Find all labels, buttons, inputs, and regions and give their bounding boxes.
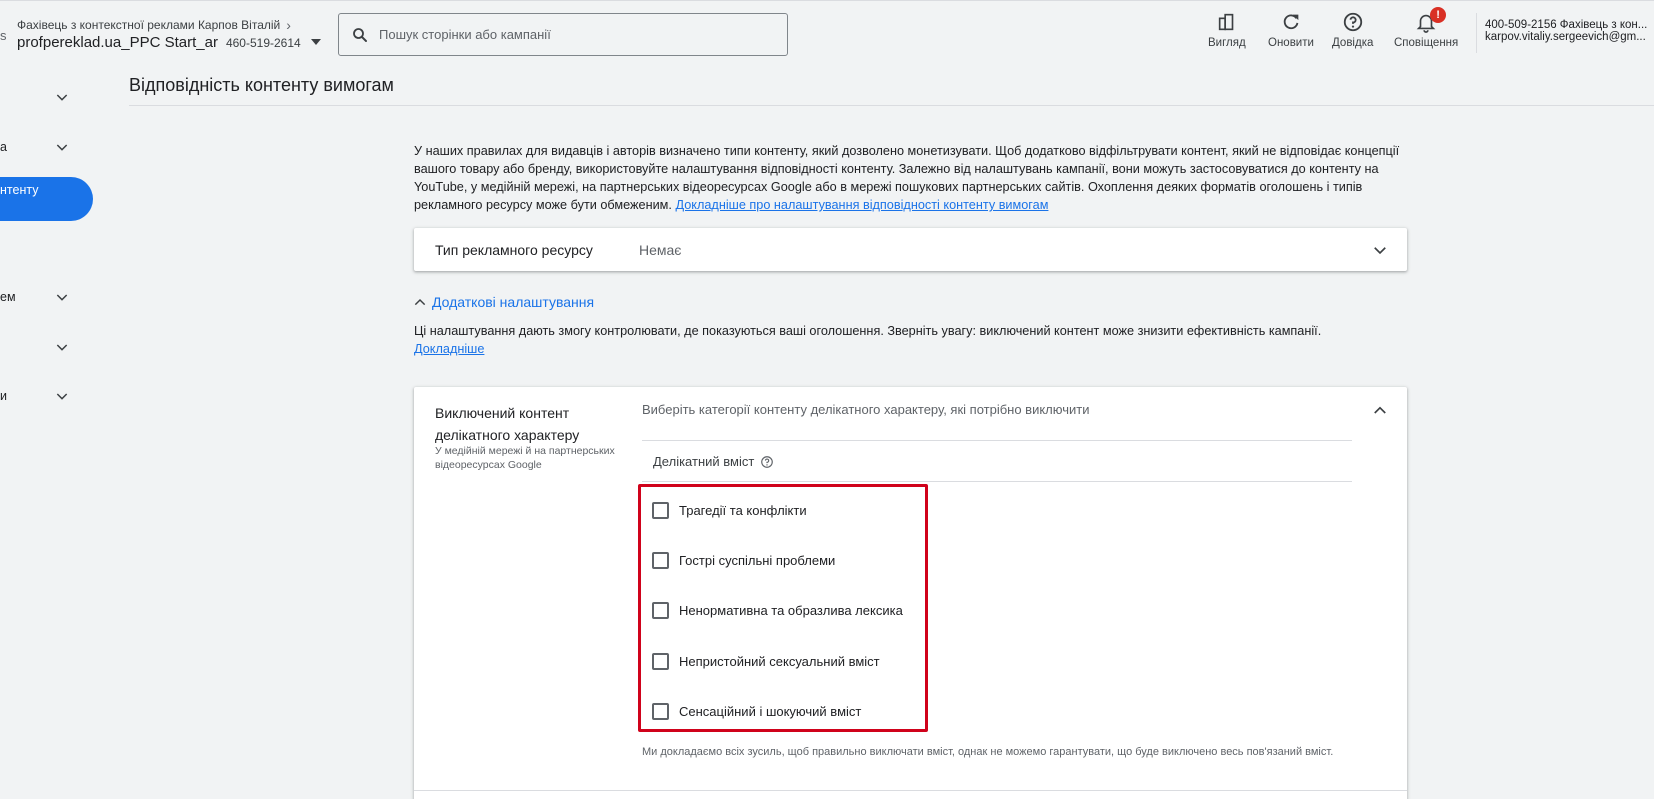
- help-icon[interactable]: [760, 455, 774, 469]
- search-input[interactable]: [379, 27, 759, 42]
- option-sensational[interactable]: [652, 703, 861, 720]
- excluded-content-title: Виключений контент делікатного характеру: [435, 405, 580, 443]
- divider: [642, 440, 1352, 441]
- sidebar-item-label: а: [0, 140, 7, 154]
- help-icon: [1342, 11, 1364, 33]
- refresh-button[interactable]: [1268, 11, 1314, 49]
- intro-text: У наших правилах для видавців і авторів визначено типи контенту, який дозволено монетизувати. Щоб додатково відфільтрувати контент, який не відповідає концепції вашого товару або бренду, використовуйте налаштування відповідності контенту. Залежно від налаштувань кампанії, вони можуть застосовуватися до контенту на YouTube, у медійній мережі, на партнерських відеоресурсах Google або в мережі пошукових партнерських сайтів. Охоплення деяких форматів оголошень і типів рекламного ресурсу може бути обмеженим.: [414, 144, 1400, 212]
- excluded-content-prompt: Виберіть категорії контенту делікатного характеру, які потрібно виключити: [642, 402, 1090, 417]
- option-sexual-content[interactable]: [652, 653, 880, 670]
- user-email: karpov.vitaliy.sergeevich@gm...: [1485, 31, 1646, 43]
- sidebar: [0, 66, 100, 799]
- option-label: Ненормативна та образлива лексика: [679, 603, 903, 618]
- learn-more-suitability-link[interactable]: Докладніше про налаштування відповідності контенту вимогам: [675, 198, 1049, 212]
- advanced-description-text: Ці налаштування дають змогу контролювати, де показуються ваші оголошення. Зверніть увагу: виключений контент може знизити ефективність кампанії.: [414, 324, 1322, 338]
- chevron-down-icon[interactable]: [54, 139, 70, 155]
- sidebar-item-4[interactable]: [0, 282, 100, 312]
- exclusion-disclaimer: Ми докладаємо всіх зусиль, щоб правильно виключати вміст, однак не можемо гарантувати, що буде виключено весь пов'язаний вміст.: [642, 746, 1334, 758]
- option-label: Сенсаційний і шокуючий вміст: [679, 704, 862, 719]
- chevron-down-icon[interactable]: [54, 339, 70, 355]
- inventory-type-label: Тип рекламного ресурсу: [435, 242, 593, 258]
- sidebar-item-content-suitability[interactable]: [0, 177, 93, 221]
- social-issues-checkbox[interactable]: [652, 552, 669, 569]
- chevron-down-icon[interactable]: [54, 388, 70, 404]
- divider: [414, 790, 1407, 791]
- customer-id: 460-519-2614: [225, 36, 301, 50]
- tragedy-conflict-checkbox[interactable]: [652, 502, 669, 519]
- advanced-settings-label: Додаткові налаштування: [432, 294, 595, 310]
- search-icon: [351, 26, 369, 44]
- profanity-checkbox[interactable]: [652, 602, 669, 619]
- option-profanity[interactable]: [652, 602, 903, 619]
- sidebar-item-label: ем: [0, 290, 16, 304]
- chevron-down-icon[interactable]: [54, 89, 70, 105]
- option-label: Гострі суспільні проблеми: [679, 553, 836, 568]
- sidebar-item-6[interactable]: [0, 381, 100, 411]
- breadcrumb[interactable]: [17, 17, 291, 33]
- refresh-label: Оновити: [1268, 37, 1314, 49]
- menu-edge-icon[interactable]: s: [0, 28, 7, 43]
- help-button[interactable]: [1332, 11, 1373, 49]
- notifications-button[interactable]: [1394, 11, 1458, 49]
- sidebar-item-5[interactable]: [0, 332, 100, 362]
- user-account[interactable]: [1476, 13, 1654, 53]
- search-box[interactable]: [338, 13, 788, 56]
- top-bar: [0, 0, 1654, 66]
- refresh-icon: [1280, 11, 1302, 33]
- view-label: Вигляд: [1208, 37, 1246, 49]
- sensitive-content-header: [653, 454, 774, 469]
- notifications-label: Сповіщення: [1394, 37, 1459, 49]
- page-title: Відповідність контенту вимогам: [129, 75, 394, 95]
- sensitive-content-label: Делікатний вміст: [653, 454, 755, 469]
- learn-more-link[interactable]: Докладніше: [414, 342, 485, 356]
- advanced-description: [414, 322, 1404, 358]
- user-line-1: 400-509-2156 Фахівець з кон...: [1485, 19, 1648, 31]
- sexual-content-checkbox[interactable]: [652, 653, 669, 670]
- view-button[interactable]: [1208, 11, 1246, 49]
- help-label: Довідка: [1332, 37, 1374, 49]
- inventory-type-value: Немає: [639, 242, 682, 258]
- advanced-settings-toggle[interactable]: [412, 294, 594, 310]
- divider: [642, 481, 1352, 482]
- chevron-up-icon: [412, 294, 428, 310]
- sidebar-item-label: и: [0, 389, 7, 403]
- option-label: Непристойний сексуальний вміст: [679, 654, 880, 669]
- divider: [129, 105, 1654, 106]
- chevron-right-icon: ›: [286, 17, 291, 33]
- chevron-down-icon[interactable]: [1371, 241, 1389, 259]
- caret-down-icon[interactable]: [311, 39, 321, 45]
- option-tragedy-conflict[interactable]: [652, 502, 807, 519]
- sensational-checkbox[interactable]: [652, 703, 669, 720]
- excluded-content-panel: [414, 387, 1407, 799]
- account-path[interactable]: Фахівець з контекстної реклами Карпов Віталій: [17, 18, 281, 32]
- option-social-issues[interactable]: [652, 552, 835, 569]
- chevron-down-icon[interactable]: [54, 289, 70, 305]
- sidebar-item-2[interactable]: [0, 132, 100, 162]
- sidebar-item-1[interactable]: [0, 82, 100, 112]
- chevron-up-icon[interactable]: [1371, 401, 1389, 419]
- excluded-content-subtitle: У медійній мережі й на партнерських відеоресурсах Google: [435, 445, 615, 471]
- account-selector[interactable]: [17, 34, 321, 51]
- notification-badge: !: [1430, 7, 1446, 23]
- sidebar-item-label: нтенту: [0, 183, 39, 197]
- option-label: Трагедії та конфлікти: [679, 503, 807, 518]
- view-icon: [1216, 11, 1238, 33]
- intro-paragraph: [414, 142, 1404, 214]
- account-name: profpereklad.ua_PPC Start_ar: [17, 34, 218, 51]
- inventory-type-panel[interactable]: [414, 228, 1407, 271]
